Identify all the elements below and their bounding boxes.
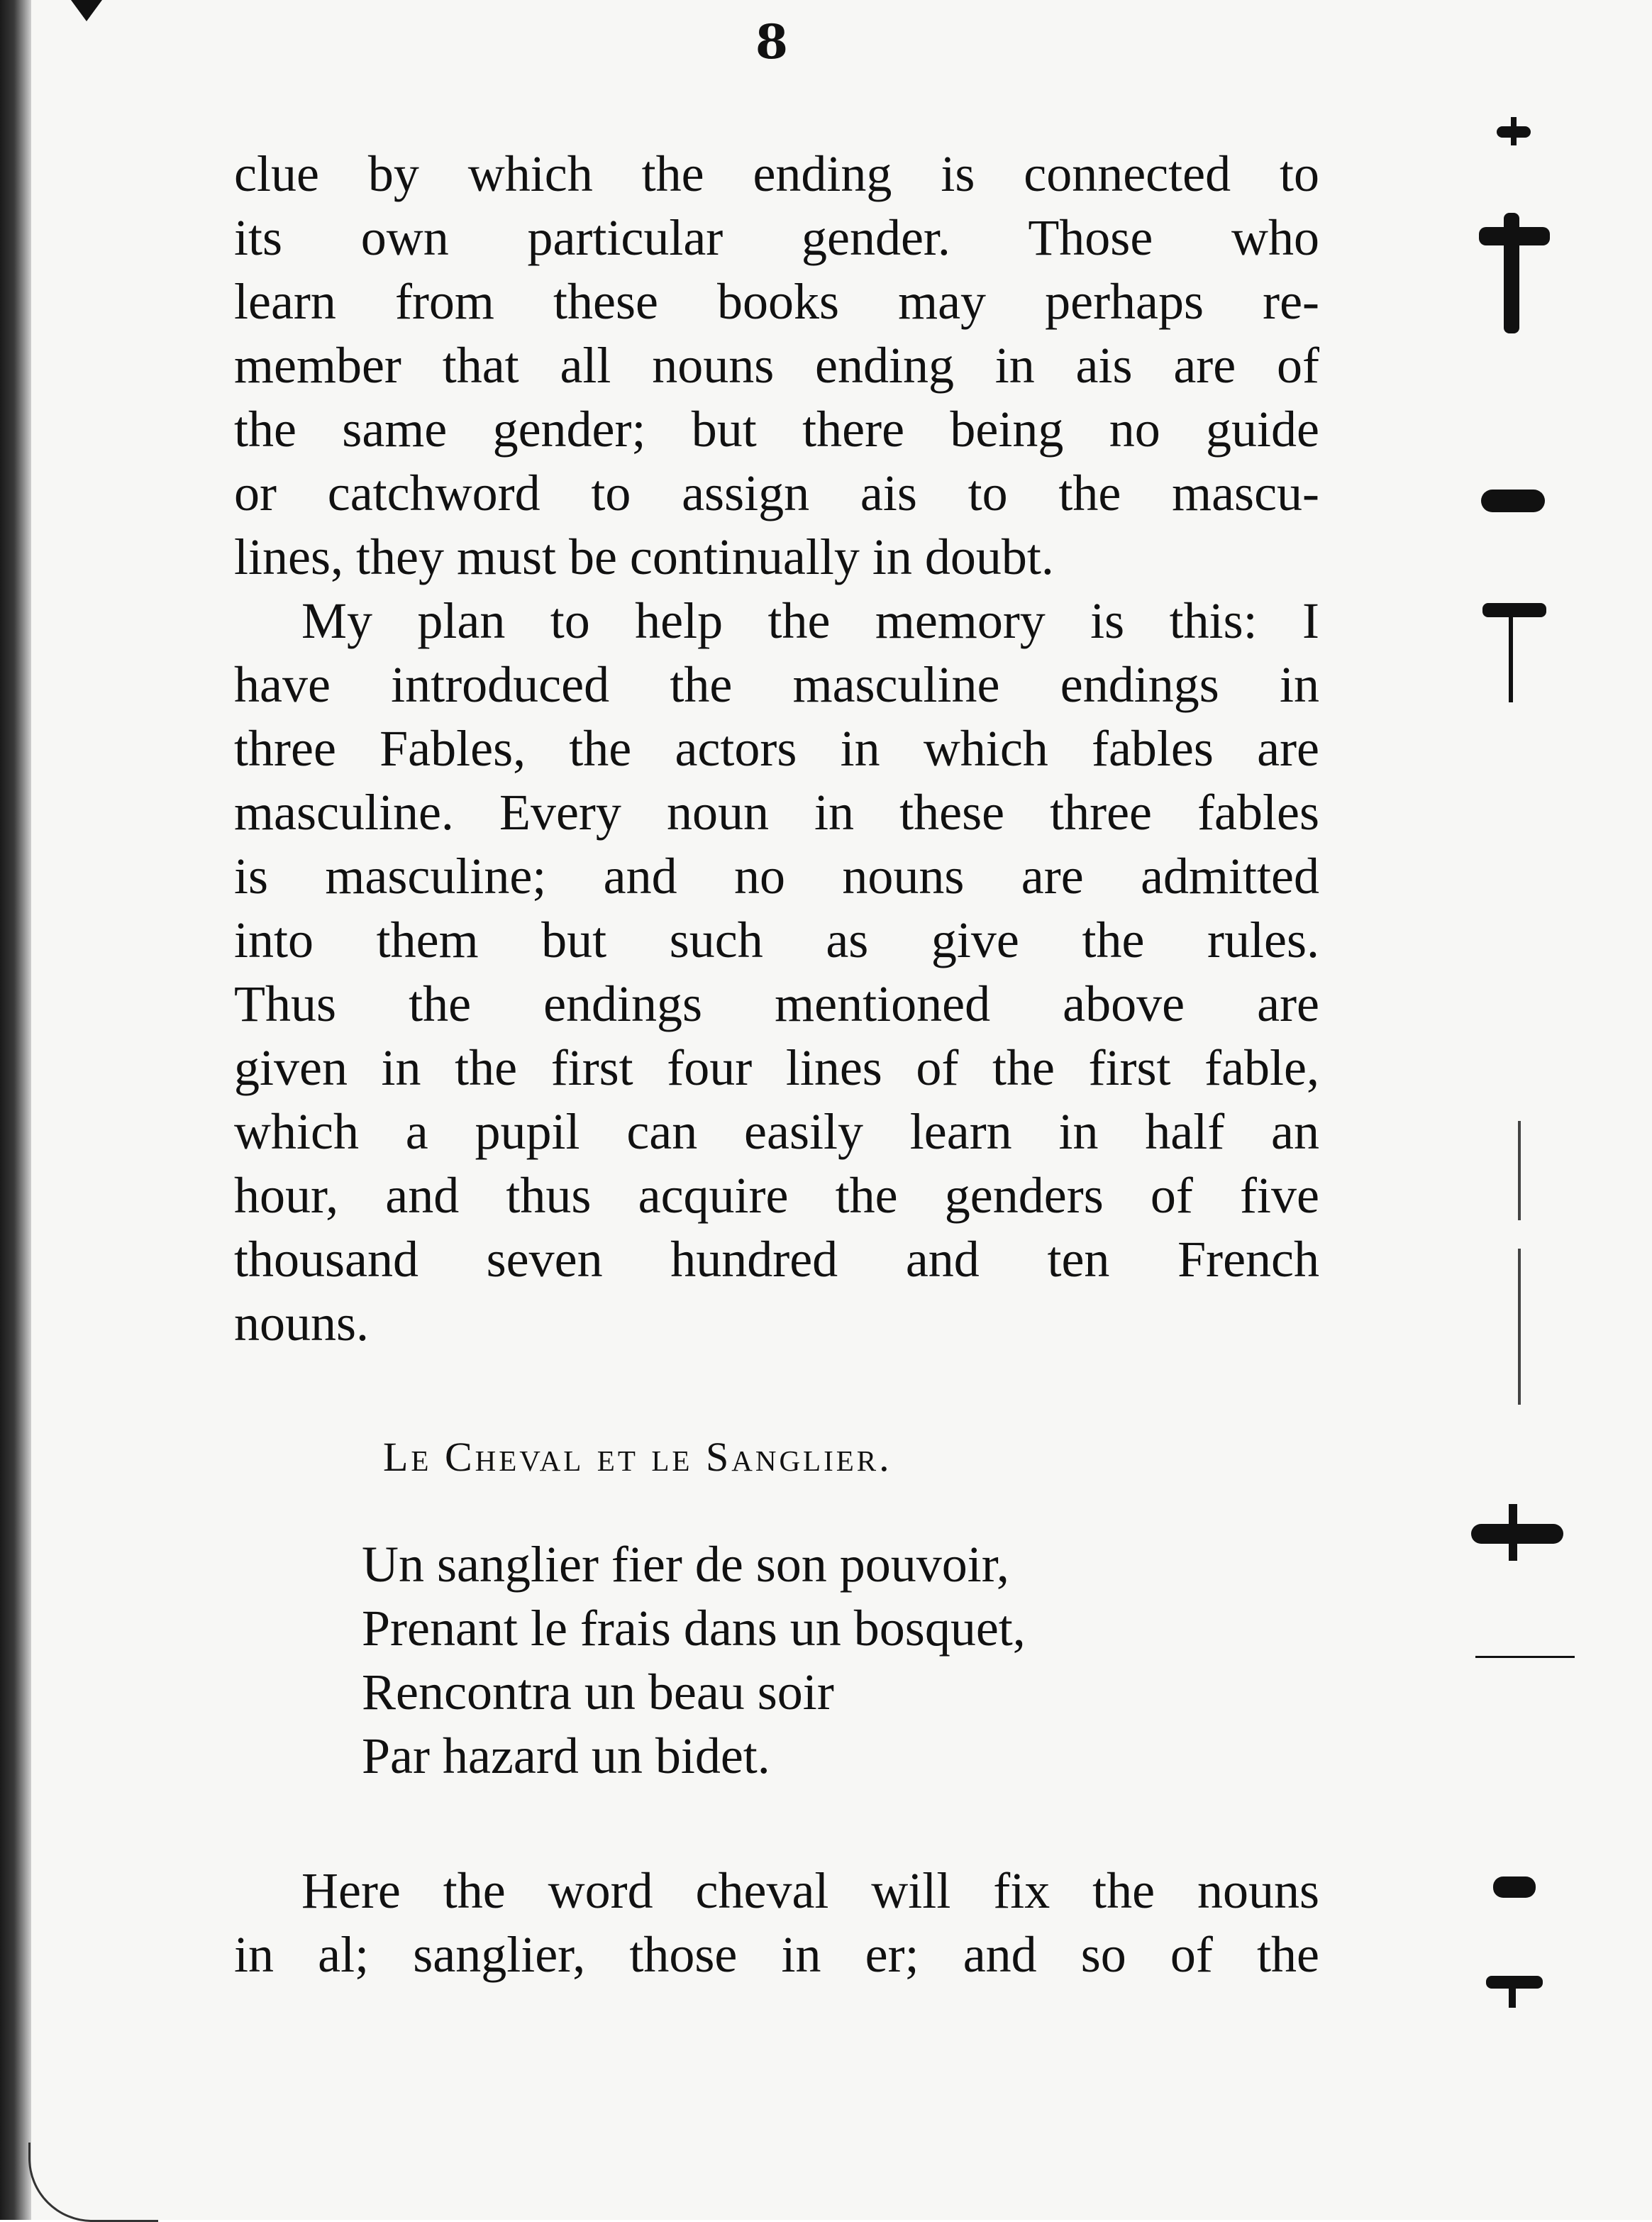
- binding-mark: [1482, 603, 1546, 617]
- text-line: lines, they must be continually in doubt.: [234, 529, 1054, 585]
- text-line: given in the first four lines of the first fable,: [234, 1039, 1319, 1096]
- corner-mark: [71, 0, 102, 21]
- text-line: masculine. Every noun in these three fables: [234, 784, 1319, 841]
- fable-verse: [362, 1532, 1026, 1788]
- binding-stitch: [1518, 1121, 1521, 1220]
- text-line: the same gender; but there being no guide: [234, 401, 1319, 458]
- text-line: three Fables, the actors in which fables are: [234, 720, 1319, 777]
- text-line: its own particular gender. Those who: [234, 209, 1319, 266]
- body-text-continued: [234, 1859, 1319, 1986]
- binding-mark: [1481, 490, 1545, 512]
- text-line: thousand seven hundred and ten French: [234, 1231, 1319, 1288]
- verse-line: Par hazard un bidet.: [362, 1728, 770, 1784]
- text-line: have introduced the masculine endings in: [234, 656, 1319, 713]
- text-line: is masculine; and no nouns are admitted: [234, 848, 1319, 905]
- verse-line: Un sanglier fier de son pouvoir,: [362, 1536, 1009, 1593]
- binding-mark: [1493, 1876, 1536, 1898]
- text-line: My plan to help the memory is this: I: [301, 592, 1319, 649]
- body-text: [234, 142, 1319, 1355]
- text-line: nouns.: [234, 1295, 370, 1352]
- binding-mark: [1509, 603, 1513, 702]
- page-number: 8: [755, 14, 788, 70]
- binding-stitch: [1518, 1249, 1521, 1405]
- text-line: learn from these books may perhaps re-: [234, 273, 1319, 330]
- text-line: hour, and thus acquire the genders of five: [234, 1167, 1319, 1224]
- page-curl: [28, 2143, 158, 2222]
- binding-edge: [0, 0, 31, 2220]
- binding-mark: [1509, 1979, 1516, 2008]
- binding-mark: [1504, 213, 1519, 333]
- text-line: Thus the endings mentioned above are: [234, 975, 1319, 1032]
- text-line: in al; sanglier, those in er; and so of the: [234, 1926, 1319, 1983]
- text-line: Here the word cheval will fix the nouns: [301, 1862, 1319, 1919]
- verse-line: Prenant le frais dans un bosquet,: [362, 1600, 1026, 1657]
- text-line: into them but such as give the rules.: [234, 912, 1319, 968]
- text-line: which a pupil can easily learn in half an: [234, 1103, 1319, 1160]
- fable-title: Le Cheval et le Sanglier.: [383, 1434, 892, 1480]
- binding-mark: [1471, 1524, 1563, 1544]
- binding-mark: [1475, 1656, 1575, 1658]
- text-line: member that all nouns ending in ais are of: [234, 337, 1319, 394]
- verse-line: Rencontra un beau soir: [362, 1664, 834, 1720]
- text-line: clue by which the ending is connected to: [234, 145, 1319, 202]
- text-line: or catchword to assign ais to the mascu-: [234, 465, 1319, 521]
- binding-mark: [1497, 126, 1531, 138]
